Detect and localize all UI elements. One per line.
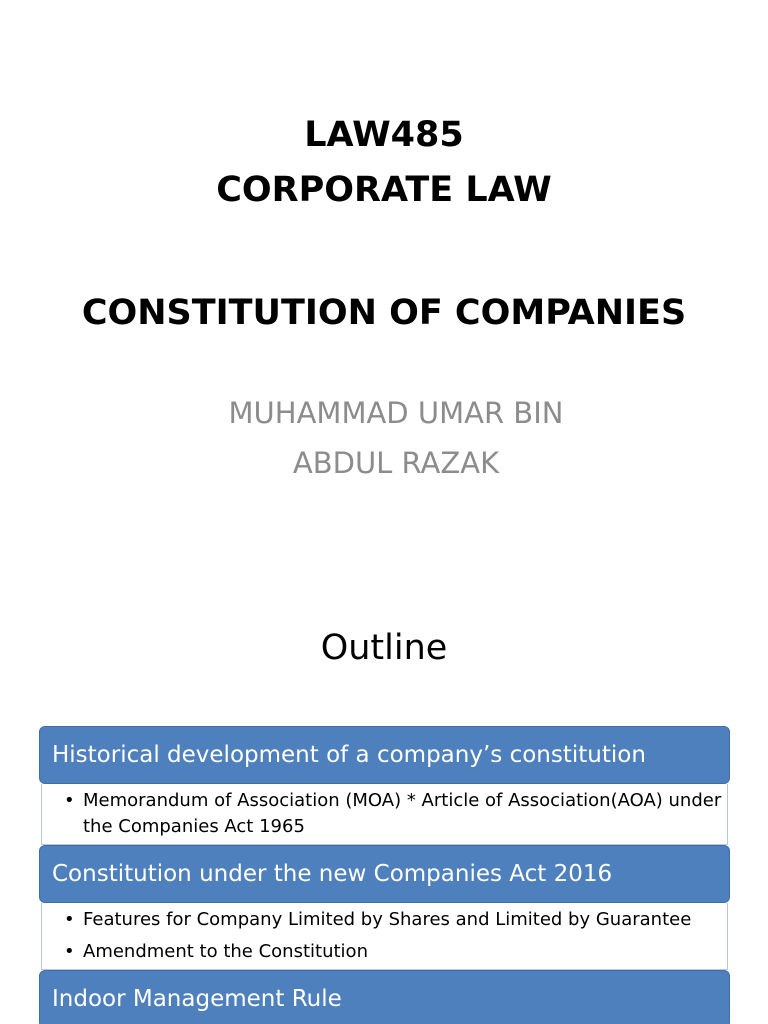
bullet-item: • Features for Company Limited by Shares and Limited by Guarantee <box>64 907 727 933</box>
section-body <box>41 903 728 970</box>
section-header: Indoor Management Rule <box>39 970 730 1024</box>
subject-title: CONSTITUTION OF COMPANIES <box>81 293 687 333</box>
outline-slide <box>0 560 768 1024</box>
author-name <box>12 388 768 488</box>
bullet-item: • Memorandum of Association (MOA) * Article of Association(AOA) under the Companies Act 1965 <box>64 788 727 840</box>
outline-list <box>39 726 730 1024</box>
outline-section <box>39 726 730 845</box>
course-title <box>0 108 768 218</box>
section-body <box>41 784 728 845</box>
course-name: CORPORATE LAW <box>216 170 552 210</box>
author-line-1: MUHAMMAD UMAR BIN <box>228 396 564 430</box>
course-code: LAW485 <box>304 115 464 155</box>
author-line-2: ABDUL RAZAK <box>292 446 500 480</box>
outline-section <box>39 845 730 970</box>
bullet-item: • Amendment to the Constitution <box>64 939 727 965</box>
section-header: Constitution under the new Companies Act 2016 <box>39 845 730 903</box>
section-header: Historical development of a company’s constitution <box>39 726 730 784</box>
outline-section <box>39 970 730 1024</box>
outline-heading: Outline <box>320 628 448 668</box>
